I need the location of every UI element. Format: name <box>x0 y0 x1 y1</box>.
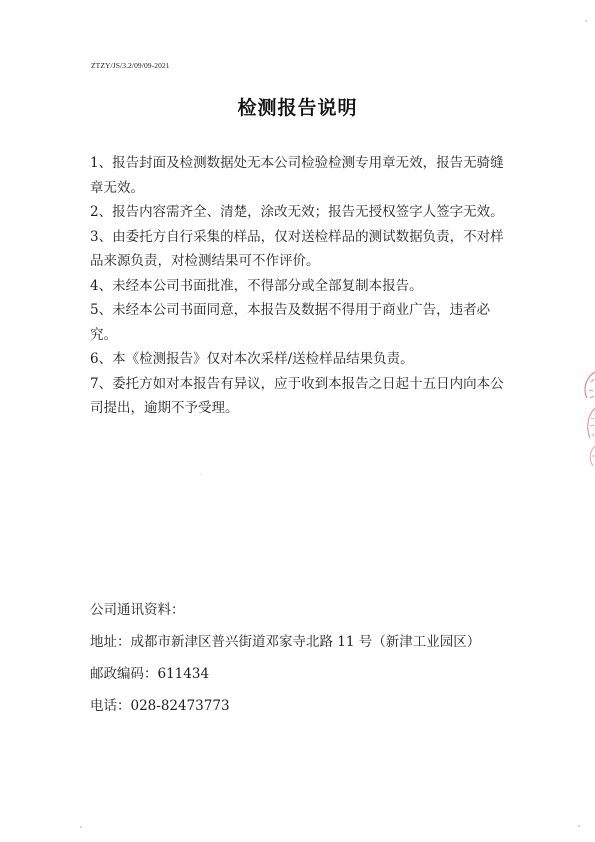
scan-speck <box>200 474 201 475</box>
note-item-6: 6、本《检测报告》仅对本次采样/送检样品结果负责。 <box>90 351 414 367</box>
seal-fragment-icon <box>581 368 595 468</box>
note-item-5: 5、未经本公司书面同意，本报告及数据不得用于商业广告，违者必究。 <box>90 302 491 343</box>
note-item-2: 2、报告内容需齐全、清楚，涂改无效；报告无授权签字人签字无效。 <box>90 204 504 220</box>
note-item-1: 1、报告封面及检测数据处无本公司检验检测专用章无效，报告无骑缝章无效。 <box>90 155 504 196</box>
postcode-line <box>90 666 520 683</box>
document-title: 检测报告说明 <box>237 97 358 119</box>
scan-speck <box>578 825 580 827</box>
contact-info <box>90 602 520 730</box>
phone-value: 028-82473773 <box>130 698 230 714</box>
scan-speck <box>585 20 587 22</box>
postcode-label: 邮政编码： <box>90 666 158 682</box>
note-item-7: 7、委托方如对本报告有异议，应于收到本报告之日起十五日内向本公司提出，逾期不予受理。 <box>90 375 504 416</box>
document-code: ZTZY/JS/3.2/09/09-2021 <box>91 61 170 70</box>
scan-speck <box>80 826 82 828</box>
address-value: 成都市新津区普兴街道邓家寺北路 11 号（新津工业园区） <box>130 634 481 650</box>
notes-list <box>90 151 510 421</box>
contact-heading: 公司通讯资料： <box>90 602 185 618</box>
phone-label: 电话： <box>90 698 131 714</box>
address-label: 地址： <box>90 634 131 650</box>
phone-line <box>90 698 520 715</box>
note-item-3: 3、由委托方自行采集的样品，仅对送检样品的测试数据负责，不对样品来源负责，对检测结果可不作评价。 <box>90 228 504 269</box>
note-item-4: 4、未经本公司书面批准，不得部分或全部复制本报告。 <box>90 277 423 294</box>
postcode-value: 611434 <box>157 666 210 682</box>
address-line <box>90 634 520 651</box>
